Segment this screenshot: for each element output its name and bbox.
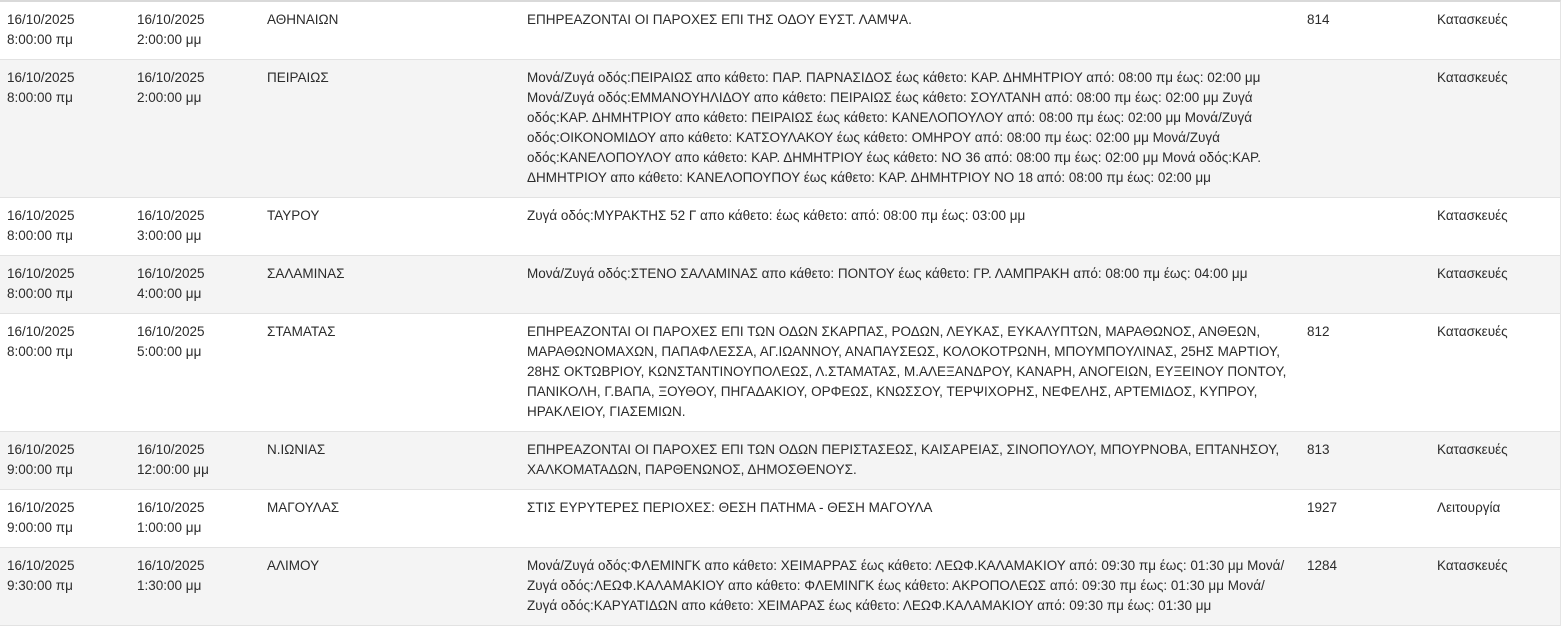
end-date: 16/10/2025 — [137, 266, 205, 281]
start-date: 16/10/2025 — [7, 266, 75, 281]
end-time: 2:00:00 μμ — [137, 90, 202, 105]
type-cell: Κατασκευές — [1437, 12, 1508, 27]
start-cell — [0, 206, 137, 246]
start-time: 8:00:00 πμ — [7, 344, 73, 359]
end-time: 4:00:00 μμ — [137, 286, 202, 301]
number-cell: 813 — [1307, 442, 1330, 457]
area-cell: Ν.ΙΩΝΙΑΣ — [267, 442, 326, 457]
type-cell: Κατασκευές — [1437, 324, 1508, 339]
table-row — [0, 198, 1560, 256]
description-cell: ΕΠΗΡΕΑΖΟΝΤΑΙ ΟΙ ΠΑΡΟΧΕΣ ΕΠΙ ΤΩΝ ΟΔΩΝ ΠΕΡΙΣΤΑΣΕΩΣ, ΚΑΙΣΑΡΕΙΑΣ, ΣΙΝΟΠΟΥΛΟΥ, ΜΠΟΥΡΝΟΒΑ, ΕΠΤΑΝΗΣΟΥ, ΧΑΛΚΟΜΑΤΑΔΩΝ, ΠΑΡΘΕΝΩΝΟΣ, ΔΗΜΟΣΘΕΝΟΥΣ. — [527, 442, 1280, 477]
area-cell: ΠΕΙΡΑΙΩΣ — [267, 70, 329, 85]
area-cell: ΜΑΓΟΥΛΑΣ — [267, 500, 340, 515]
table-row — [0, 314, 1560, 432]
start-date: 16/10/2025 — [7, 500, 75, 515]
end-cell — [137, 264, 267, 304]
start-time: 8:00:00 πμ — [7, 32, 73, 47]
start-time: 9:00:00 πμ — [7, 520, 73, 535]
number-cell — [1307, 264, 1437, 304]
start-date: 16/10/2025 — [7, 70, 75, 85]
start-cell — [0, 556, 137, 616]
number-cell: 814 — [1307, 12, 1330, 27]
type-cell: Κατασκευές — [1437, 442, 1508, 457]
number-cell — [1307, 68, 1437, 188]
description-cell: Ζυγά οδός:ΜΥΡΑΚΤΗΣ 52 Γ απο κάθετο: έως κάθετο: από: 08:00 πμ έως: 03:00 μμ — [527, 208, 1026, 223]
description-cell: ΕΠΗΡΕΑΖΟΝΤΑΙ ΟΙ ΠΑΡΟΧΕΣ ΕΠΙ ΤΗΣ ΟΔΟΥ ΕΥΣΤ. ΛΑΜΨΑ. — [527, 12, 912, 27]
start-date: 16/10/2025 — [7, 442, 75, 457]
end-cell — [137, 322, 267, 422]
number-cell: 1284 — [1307, 558, 1338, 573]
start-time: 8:00:00 πμ — [7, 228, 73, 243]
start-date: 16/10/2025 — [7, 12, 75, 27]
start-cell — [0, 498, 137, 538]
area-cell: ΑΘΗΝΑΙΩΝ — [267, 12, 339, 27]
start-date: 16/10/2025 — [7, 208, 75, 223]
end-date: 16/10/2025 — [137, 208, 205, 223]
type-cell: Κατασκευές — [1437, 208, 1508, 223]
table-row — [0, 60, 1560, 198]
description-cell: ΕΠΗΡΕΑΖΟΝΤΑΙ ΟΙ ΠΑΡΟΧΕΣ ΕΠΙ ΤΩΝ ΟΔΩΝ ΣΚΑΡΠΑΣ, ΡΟΔΩΝ, ΛΕΥΚΑΣ, ΕΥΚΑΛΥΠΤΩΝ, ΜΑΡΑΘΩΝΟΣ, ΑΝΘΕΩΝ, ΜΑΡΑΘΩΝΟΜΑΧΩΝ, ΠΑΠΑΦΛΕΣΣΑ, ΑΓ.ΙΩΑΝΝΟΥ, ΑΝΑΠΑΥΣΕΩΣ, ΚΟΛΟΚΟΤΡΩΝΗ, ΜΠΟΥΜΠΟΥΛΙΝΑΣ, 25ΗΣ ΜΑΡΤΙΟΥ, 28ΗΣ ΟΚΤΩΒΡΙΟΥ, ΚΩΝΣΤΑΝΤΙΝΟΥΠΟΛΕΩΣ, Λ.ΣΤΑΜΑΤΑΣ, Μ.ΑΛΕΞΑΝΔΡΟΥ, ΚΑΝΑΡΗ, ΑΝΟΓΕΙΩΝ, ΕΥΞΕΙΝΟΥ ΠΟΝΤΟΥ, ΠΑΝΙΚΟΛΗ, Γ.ΒΑΠΑ, ΞΟΥΘΟΥ, ΠΗΓΑΔΑΚΙΟΥ, ΟΡΦΕΩΣ, ΚΝΩΣΣΟΥ, ΤΕΡΨΙΧΟΡΗΣ, ΝΕΦΕΛΗΣ, ΑΡΤΕΜΙΔΟΣ, ΚΥΠΡΟΥ, ΗΡΑΚΛΕΙΟΥ, ΓΙΑΣΕΜΙΩΝ. — [527, 324, 1287, 419]
type-cell: Κατασκευές — [1437, 70, 1508, 85]
end-time: 1:00:00 μμ — [137, 520, 202, 535]
end-cell — [137, 498, 267, 538]
table-row — [0, 432, 1560, 490]
number-cell: 1927 — [1307, 500, 1338, 515]
end-date: 16/10/2025 — [137, 12, 205, 27]
number-cell — [1307, 206, 1437, 246]
start-date: 16/10/2025 — [7, 558, 75, 573]
start-time: 9:00:00 πμ — [7, 462, 73, 477]
end-date: 16/10/2025 — [137, 500, 205, 515]
start-cell — [0, 440, 137, 480]
end-time: 12:00:00 μμ — [137, 462, 209, 477]
type-cell: Λειτουργία — [1437, 500, 1501, 515]
description-cell: Μονά/Ζυγά οδός:ΣΤΕΝΟ ΣΑΛΑΜΙΝΑΣ απο κάθετο: ΠΟΝΤΟΥ έως κάθετο: ΓΡ. ΛΑΜΠΡΑΚΗ από: 08:00 πμ έως: 04:00 μμ — [527, 266, 1248, 281]
end-time: 3:00:00 μμ — [137, 228, 202, 243]
type-cell: Κατασκευές — [1437, 558, 1508, 573]
end-cell — [137, 206, 267, 246]
end-date: 16/10/2025 — [137, 324, 205, 339]
area-cell: ΤΑΥΡΟΥ — [267, 208, 320, 223]
start-time: 9:30:00 πμ — [7, 578, 73, 593]
start-cell — [0, 322, 137, 422]
start-cell — [0, 10, 137, 50]
end-date: 16/10/2025 — [137, 558, 205, 573]
end-cell — [137, 556, 267, 616]
start-cell — [0, 68, 137, 188]
description-cell: Μονά/Ζυγά οδός:ΦΛΕΜΙΝΓΚ απο κάθετο: ΧΕΙΜΑΡΡΑΣ έως κάθετο: ΛΕΩΦ.ΚΑΛΑΜΑΚΙΟΥ από: 09:30 πμ έως: 01:30 μμ Μονά/Ζυγά οδός:ΛΕΩΦ.ΚΑΛΑΜΑΚΙΟΥ απο κάθετο: ΦΛΕΜΙΝΓΚ έως κάθετο: ΑΚΡΟΠΟΛΕΩΣ από: 09:30 πμ έως: 01:30 μμ Μονά/Ζυγά οδός:ΚΑΡΥΑΤΙΔΩΝ απο κάθετο: ΧΕΙΜΑΡΑΣ έως κάθετο: ΛΕΩΦ.ΚΑΛΑΜΑΚΙΟΥ από: 09:30 πμ έως: 01:30 μμ — [527, 558, 1285, 613]
end-cell — [137, 68, 267, 188]
start-cell — [0, 264, 137, 304]
description-cell: ΣΤΙΣ ΕΥΡΥΤΕΡΕΣ ΠΕΡΙΟΧΕΣ: ΘΕΣΗ ΠΑΤΗΜΑ - ΘΕΣΗ ΜΑΓΟΥΛΑ — [527, 500, 933, 515]
table-row — [0, 548, 1560, 626]
end-time: 1:30:00 μμ — [137, 578, 202, 593]
area-cell: ΣΤΑΜΑΤΑΣ — [267, 324, 336, 339]
area-cell: ΣΑΛΑΜΙΝΑΣ — [267, 266, 345, 281]
table-row — [0, 490, 1560, 548]
end-date: 16/10/2025 — [137, 70, 205, 85]
end-cell — [137, 440, 267, 480]
end-time: 5:00:00 μμ — [137, 344, 202, 359]
start-time: 8:00:00 πμ — [7, 286, 73, 301]
table-row — [0, 256, 1560, 314]
number-cell: 812 — [1307, 324, 1330, 339]
area-cell: ΑΛΙΜΟΥ — [267, 558, 320, 573]
table-row — [0, 2, 1560, 60]
description-cell: Μονά/Ζυγά οδός:ΠΕΙΡΑΙΩΣ απο κάθετο: ΠΑΡ. ΠΑΡΝΑΣΙΔΟΣ έως κάθετο: ΚΑΡ. ΔΗΜΗΤΡΙΟΥ από: 08:00 πμ έως: 02:00 μμ Μονά/Ζυγά οδός:ΕΜΜΑΝΟΥΗΛΙΔΟΥ απο κάθετο: ΠΕΙΡΑΙΩΣ έως κάθετο: ΣΟΥΛΤΑΝΗ από: 08:00 πμ έως: 02:00 μμ Ζυγά οδός:ΚΑΡ. ΔΗΜΗΤΡΙΟΥ απο κάθετο: ΠΕΙΡΑΙΩΣ έως κάθετο: ΚΑΝΕΛΟΠΟΥΛΟΥ από: 08:00 πμ έως: 02:00 μμ Μονά/Ζυγά οδός:ΟΙΚΟΝΟΜΙΔΟΥ απο κάθετο: ΚΑΤΣΟΥΛΑΚΟΥ έως κάθετο: ΟΜΗΡΟΥ από: 08:00 πμ έως: 02:00 μμ Μονά/Ζυγά οδός:ΚΑΝΕΛΟΠΟΥΛΟΥ απο κάθετο: ΚΑΡ. ΔΗΜΗΤΡΙΟΥ έως κάθετο: ΝΟ 36 από: 08:00 πμ έως: 02:00 μμ Μονά οδός:ΚΑΡ. ΔΗΜΗΤΡΙΟΥ απο κάθετο: ΚΑΝΕΛΟΠΟΥΠΟΥ έως κάθετο: ΚΑΡ. ΔΗΜΗΤΡΙΟΥ ΝΟ 18 από: 08:00 πμ έως: 02:00 μμ — [527, 70, 1261, 185]
start-date: 16/10/2025 — [7, 324, 75, 339]
end-cell — [137, 10, 267, 50]
start-time: 8:00:00 πμ — [7, 90, 73, 105]
type-cell: Κατασκευές — [1437, 266, 1508, 281]
end-date: 16/10/2025 — [137, 442, 205, 457]
end-time: 2:00:00 μμ — [137, 32, 202, 47]
